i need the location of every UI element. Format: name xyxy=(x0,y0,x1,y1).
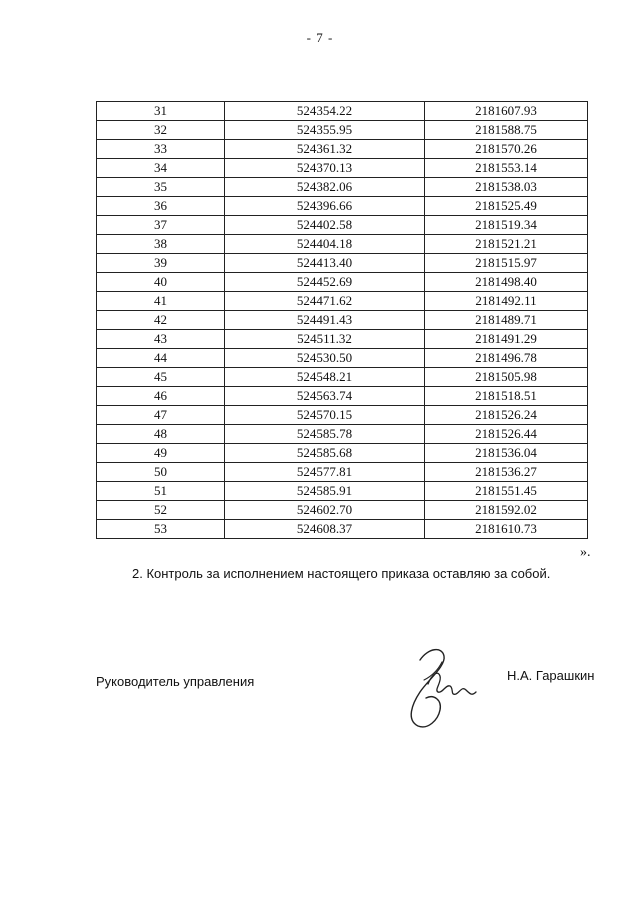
table-row xyxy=(97,254,588,273)
point-number-cell: 45 xyxy=(97,368,225,387)
x-coordinate-cell: 524354.22 xyxy=(225,102,425,121)
x-coordinate-cell: 524402.58 xyxy=(225,216,425,235)
closing-quote: ». xyxy=(580,545,591,560)
point-number-cell: 47 xyxy=(97,406,225,425)
x-coordinate-cell: 524452.69 xyxy=(225,273,425,292)
y-coordinate-cell: 2181607.93 xyxy=(425,102,588,121)
table-row xyxy=(97,216,588,235)
y-coordinate-cell: 2181519.34 xyxy=(425,216,588,235)
point-number-cell: 44 xyxy=(97,349,225,368)
y-coordinate-cell: 2181491.29 xyxy=(425,330,588,349)
table-row xyxy=(97,292,588,311)
table-row xyxy=(97,121,588,140)
table-row xyxy=(97,140,588,159)
point-number-cell: 48 xyxy=(97,425,225,444)
table-row xyxy=(97,330,588,349)
y-coordinate-cell: 2181536.04 xyxy=(425,444,588,463)
table-row xyxy=(97,425,588,444)
x-coordinate-cell: 524602.70 xyxy=(225,501,425,520)
y-coordinate-cell: 2181505.98 xyxy=(425,368,588,387)
y-coordinate-cell: 2181536.27 xyxy=(425,463,588,482)
signature-icon xyxy=(398,640,478,732)
x-coordinate-cell: 524585.78 xyxy=(225,425,425,444)
table-row xyxy=(97,368,588,387)
order-paragraph-2: 2. Контроль за исполнением настоящего приказа оставляю за собой. xyxy=(132,566,551,581)
point-number-cell: 43 xyxy=(97,330,225,349)
x-coordinate-cell: 524361.32 xyxy=(225,140,425,159)
point-number-cell: 53 xyxy=(97,520,225,539)
table-row xyxy=(97,520,588,539)
point-number-cell: 36 xyxy=(97,197,225,216)
coordinates-table xyxy=(96,101,588,539)
table-row xyxy=(97,235,588,254)
y-coordinate-cell: 2181570.26 xyxy=(425,140,588,159)
y-coordinate-cell: 2181518.51 xyxy=(425,387,588,406)
y-coordinate-cell: 2181526.44 xyxy=(425,425,588,444)
point-number-cell: 41 xyxy=(97,292,225,311)
y-coordinate-cell: 2181496.78 xyxy=(425,349,588,368)
x-coordinate-cell: 524396.66 xyxy=(225,197,425,216)
table-row xyxy=(97,406,588,425)
table-row xyxy=(97,501,588,520)
point-number-cell: 51 xyxy=(97,482,225,501)
y-coordinate-cell: 2181498.40 xyxy=(425,273,588,292)
y-coordinate-cell: 2181521.21 xyxy=(425,235,588,254)
page-number: - 7 - xyxy=(306,30,334,45)
point-number-cell: 35 xyxy=(97,178,225,197)
table-row xyxy=(97,482,588,501)
point-number-cell: 31 xyxy=(97,102,225,121)
y-coordinate-cell: 2181515.97 xyxy=(425,254,588,273)
point-number-cell: 37 xyxy=(97,216,225,235)
point-number-cell: 38 xyxy=(97,235,225,254)
coordinates-table-body xyxy=(97,102,588,539)
signer-name: Н.А. Гарашкин xyxy=(507,668,595,683)
point-number-cell: 33 xyxy=(97,140,225,159)
x-coordinate-cell: 524577.81 xyxy=(225,463,425,482)
y-coordinate-cell: 2181551.45 xyxy=(425,482,588,501)
x-coordinate-cell: 524413.40 xyxy=(225,254,425,273)
y-coordinate-cell: 2181588.75 xyxy=(425,121,588,140)
y-coordinate-cell: 2181492.11 xyxy=(425,292,588,311)
x-coordinate-cell: 524570.15 xyxy=(225,406,425,425)
table-row xyxy=(97,102,588,121)
x-coordinate-cell: 524585.68 xyxy=(225,444,425,463)
point-number-cell: 42 xyxy=(97,311,225,330)
x-coordinate-cell: 524355.95 xyxy=(225,121,425,140)
table-row xyxy=(97,159,588,178)
x-coordinate-cell: 524511.32 xyxy=(225,330,425,349)
point-number-cell: 49 xyxy=(97,444,225,463)
table-row xyxy=(97,197,588,216)
table-row xyxy=(97,463,588,482)
x-coordinate-cell: 524608.37 xyxy=(225,520,425,539)
y-coordinate-cell: 2181553.14 xyxy=(425,159,588,178)
point-number-cell: 34 xyxy=(97,159,225,178)
point-number-cell: 39 xyxy=(97,254,225,273)
point-number-cell: 40 xyxy=(97,273,225,292)
x-coordinate-cell: 524585.91 xyxy=(225,482,425,501)
point-number-cell: 52 xyxy=(97,501,225,520)
x-coordinate-cell: 524563.74 xyxy=(225,387,425,406)
table-row xyxy=(97,273,588,292)
point-number-cell: 50 xyxy=(97,463,225,482)
x-coordinate-cell: 524382.06 xyxy=(225,178,425,197)
signer-position: Руководитель управления xyxy=(96,674,255,689)
table-row xyxy=(97,349,588,368)
y-coordinate-cell: 2181525.49 xyxy=(425,197,588,216)
point-number-cell: 46 xyxy=(97,387,225,406)
y-coordinate-cell: 2181538.03 xyxy=(425,178,588,197)
point-number-cell: 32 xyxy=(97,121,225,140)
table-row xyxy=(97,444,588,463)
table-row xyxy=(97,311,588,330)
y-coordinate-cell: 2181526.24 xyxy=(425,406,588,425)
y-coordinate-cell: 2181489.71 xyxy=(425,311,588,330)
x-coordinate-cell: 524404.18 xyxy=(225,235,425,254)
x-coordinate-cell: 524491.43 xyxy=(225,311,425,330)
x-coordinate-cell: 524471.62 xyxy=(225,292,425,311)
y-coordinate-cell: 2181592.02 xyxy=(425,501,588,520)
x-coordinate-cell: 524548.21 xyxy=(225,368,425,387)
x-coordinate-cell: 524370.13 xyxy=(225,159,425,178)
table-row xyxy=(97,178,588,197)
y-coordinate-cell: 2181610.73 xyxy=(425,520,588,539)
table-row xyxy=(97,387,588,406)
x-coordinate-cell: 524530.50 xyxy=(225,349,425,368)
